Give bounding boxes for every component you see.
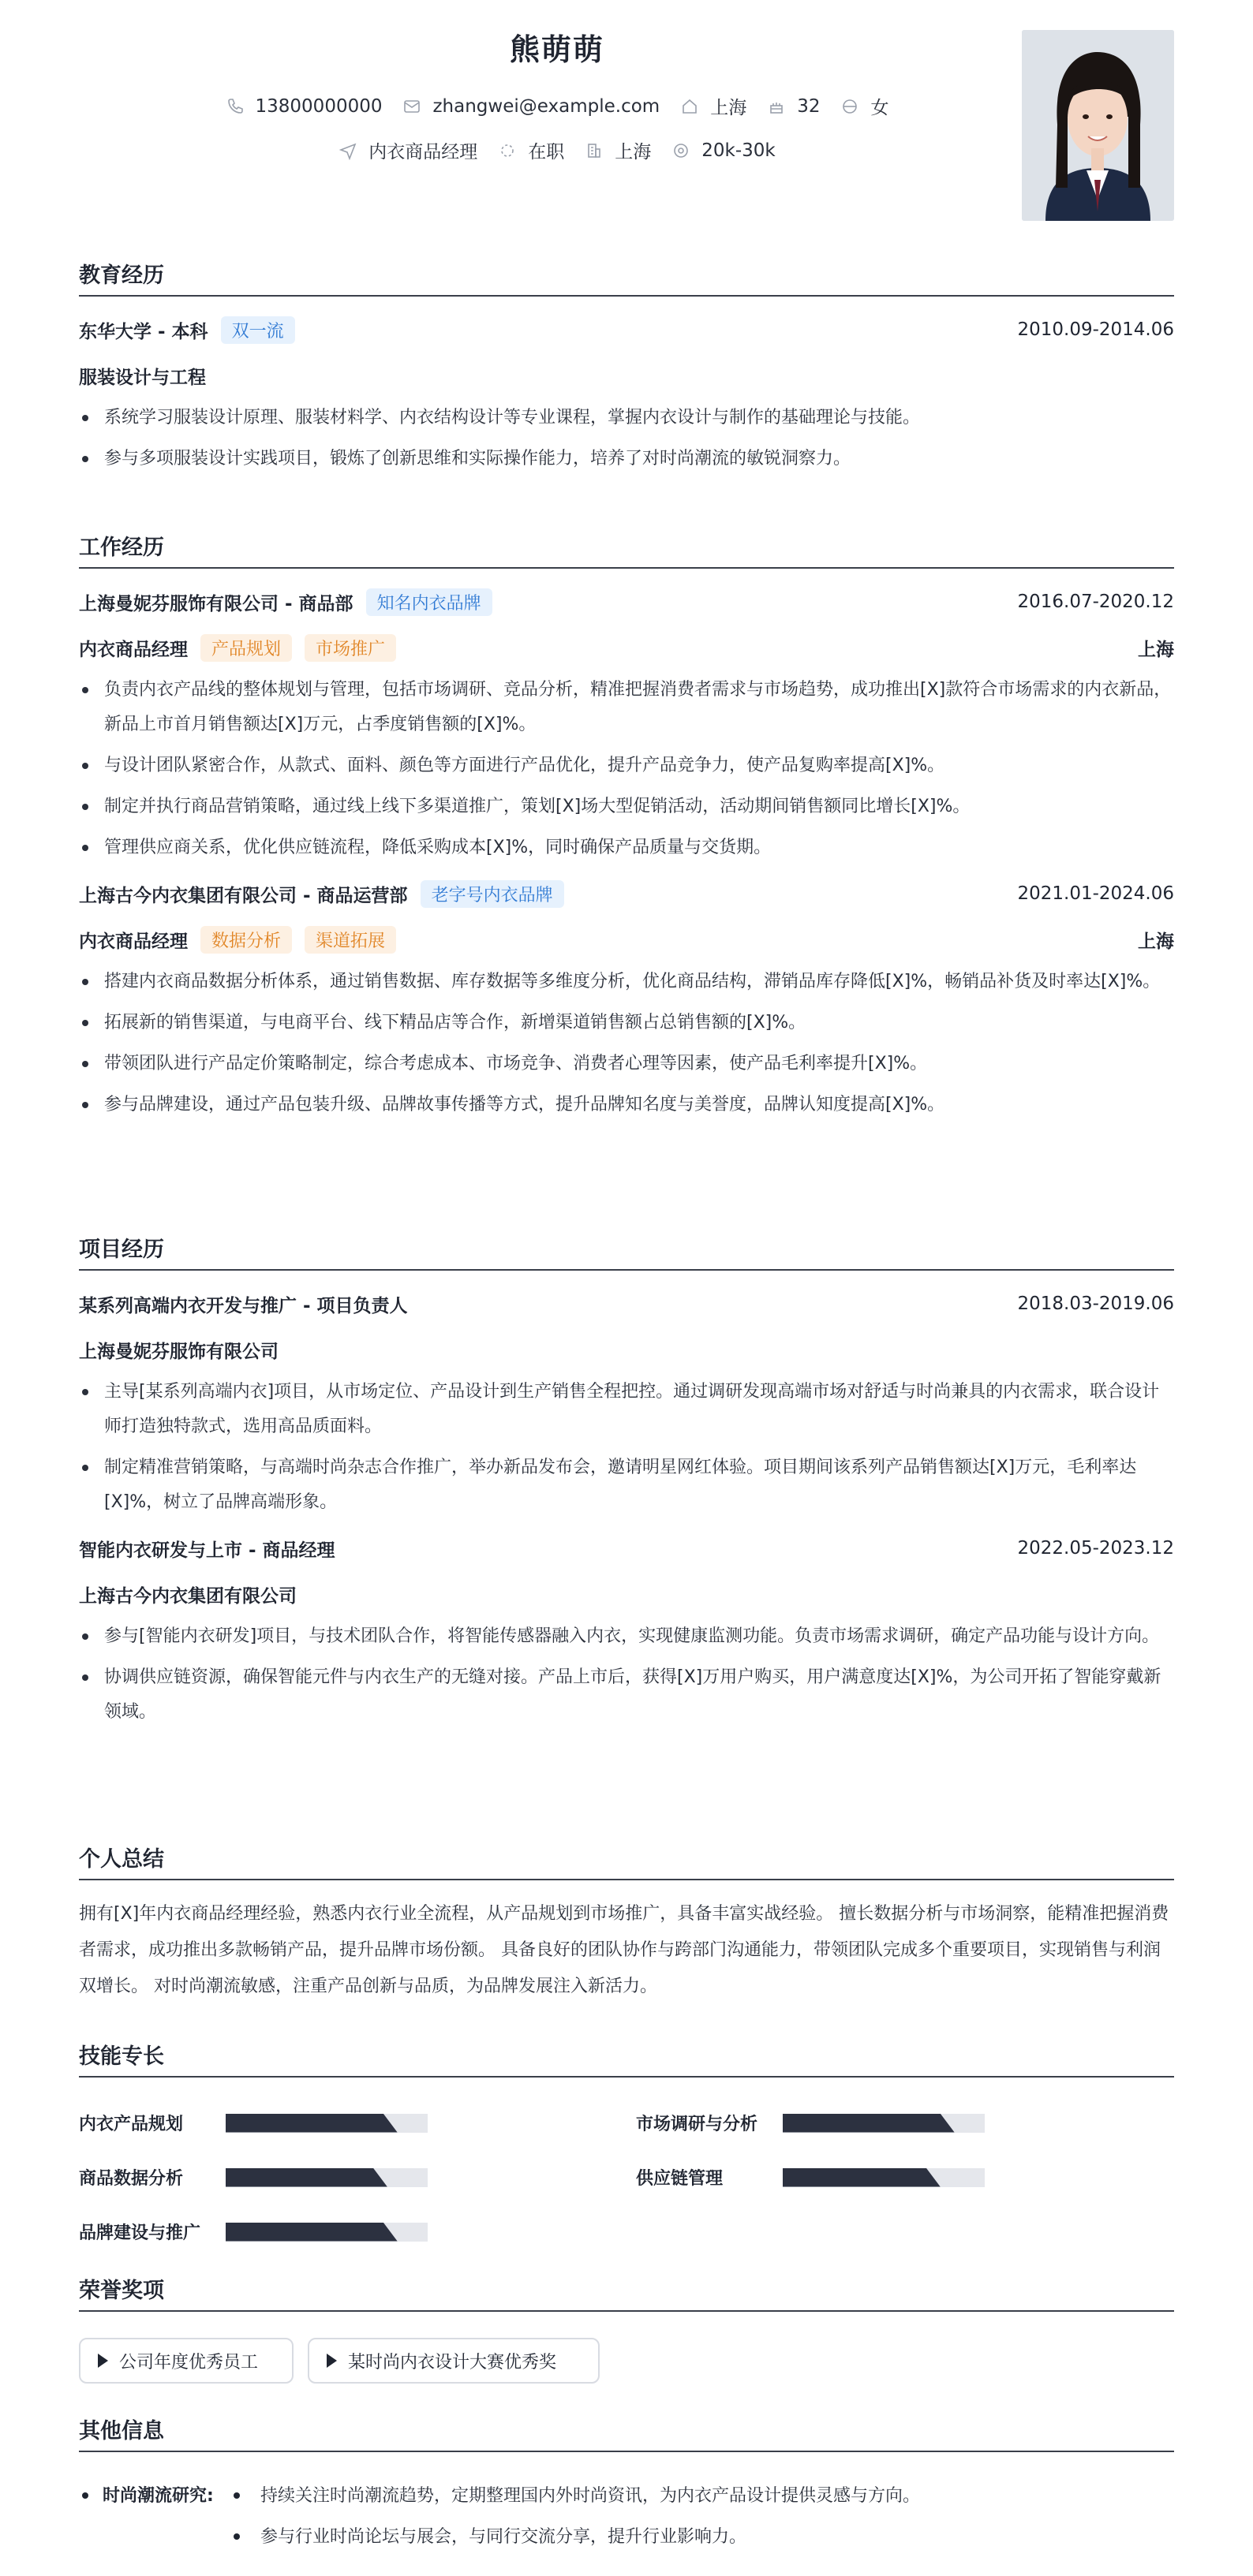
company-tag: 老字号内衣品牌 — [421, 880, 564, 908]
skills-section — [79, 2041, 1174, 2078]
list-item: 管理供应商关系，优化供应链流程，降低采购成本[X]%，同时确保产品质量与交货期。 — [79, 831, 1174, 865]
skill-bar — [783, 2114, 985, 2133]
list-item: 主导[某系列高端内衣]项目，从市场定位、产品设计到生产销售全程把控。通过调研发现高端市场对舒适与时尚兼具的内衣需求，联合设计师打造独特款式，选用高品质面料。 — [79, 1375, 1174, 1444]
company-name: 上海古今内衣集团有限公司 - 商品运营部 — [79, 885, 408, 906]
building-icon — [585, 141, 604, 160]
candidate-name: 熊萌萌 — [509, 32, 604, 67]
company-tag: 知名内衣品牌 — [366, 588, 492, 616]
job-header — [79, 584, 1174, 619]
phone-text: 13800000000 — [255, 95, 383, 117]
target-city-text: 上海 — [615, 142, 652, 162]
skill-name: 市场调研与分析 — [636, 2115, 758, 2134]
job-location: 上海 — [1138, 931, 1174, 952]
project-name: 智能内衣研发与上市 - 商品经理 — [79, 1540, 335, 1561]
bullet-dot — [82, 2492, 88, 2499]
skill-tag: 数据分析 — [200, 926, 292, 954]
school-name: 东华大学 - 本科 — [79, 321, 208, 342]
award-label: 公司年度优秀员工 — [119, 2352, 259, 2373]
email-text: zhangwei@example.com — [432, 95, 660, 117]
job-bullets — [79, 673, 1174, 865]
mail-icon — [402, 97, 421, 116]
project-date: 2022.05-2023.12 — [1017, 1538, 1174, 1559]
award-chip — [79, 2338, 294, 2384]
list-item: 参与[智能内衣研发]项目，与技术团队合作，将智能传感器融入内衣，实现健康监测功能。负责市场需求调研，确定产品功能与设计方向。 — [79, 1619, 1174, 1654]
job-intent-row — [79, 137, 1035, 163]
send-icon — [338, 141, 357, 160]
skill-item — [636, 2165, 985, 2190]
age-text: 32 — [797, 95, 821, 117]
section-title: 其他信息 — [79, 2416, 1174, 2452]
job-bullets — [79, 965, 1174, 1122]
list-item: 拓展新的销售渠道，与电商平台、线下精品店等合作，新增渠道销售额占总销售额的[X]%。 — [79, 1006, 1174, 1040]
education-bullets — [79, 401, 1174, 476]
project-entry — [79, 1531, 1174, 1730]
education-section — [79, 260, 1174, 483]
project-company-row — [79, 1332, 1174, 1367]
salary-item — [671, 140, 775, 161]
skill-bar — [226, 2168, 428, 2187]
list-item: 负责内衣产品线的整体规划与管理，包括市场调研、竞品分析，精准把握消费者需求与市场趋势，成功推出[X]款符合市场需求的内衣新品，新品上市首月销售额达[X]万元，占季度销售额的[X]%。 — [79, 673, 1174, 742]
skill-tag: 产品规划 — [200, 634, 292, 662]
other-section — [79, 2416, 1174, 2452]
project-header — [79, 1531, 1174, 1566]
skill-name: 商品数据分析 — [79, 2169, 184, 2189]
list-item: 参与品牌建设，通过产品包装升级、品牌故事传播等方式，提升品牌知名度与美誉度，品牌认知度提高[X]%。 — [79, 1088, 1174, 1122]
project-header — [79, 1286, 1174, 1321]
project-name: 某系列高端内衣开发与推广 - 项目负责人 — [79, 1295, 408, 1316]
list-item: 搭建内衣商品数据分析体系，通过销售数据、库存数据等多维度分析，优化商品结构，滞销品库存降低[X]%，畅销品补货及时率达[X]%。 — [79, 965, 1174, 999]
city-item — [680, 93, 746, 119]
skill-bar-fill — [783, 2168, 941, 2187]
skill-bar — [226, 2223, 428, 2242]
skill-bar — [783, 2168, 985, 2187]
project-bullets — [79, 1375, 1174, 1520]
position-text: 内衣商品经理 — [368, 142, 478, 162]
skill-tag: 市场推广 — [305, 634, 396, 662]
profile-photo — [1022, 30, 1174, 221]
home-icon — [680, 97, 699, 116]
award-chip — [308, 2338, 600, 2384]
list-item: 制定精准营销策略，与高端时尚杂志合作推广，举办新品发布会，邀请明星网红体验。项目期间该系列产品销售额达[X]万元，毛利率达[X]%，树立了品牌高端形象。 — [79, 1450, 1174, 1520]
job-role-row — [79, 630, 1174, 665]
job-header — [79, 876, 1174, 911]
company-name: 上海曼妮芬服饰有限公司 - 商品部 — [79, 593, 353, 614]
age-item — [767, 96, 820, 117]
play-icon — [327, 2354, 337, 2368]
list-item: 参与多项服装设计实践项目，锻炼了创新思维和实际操作能力，培养了对时尚潮流的敏锐洞察力。 — [79, 442, 1174, 476]
skill-name: 品牌建设与推广 — [79, 2223, 201, 2243]
education-major-row — [79, 358, 1174, 393]
skill-name: 供应链管理 — [636, 2169, 724, 2189]
job-date: 2016.07-2020.12 — [1017, 592, 1174, 612]
skill-bar-fill — [226, 2223, 398, 2242]
other-line: 参与行业时尚论坛与展会，与同行交流分享，提升行业影响力。 — [260, 2527, 747, 2547]
work-section — [79, 532, 1174, 1129]
project-company-row — [79, 1577, 1174, 1611]
list-item: 制定并执行商品营销策略，通过线上线下多渠道推广，策划[X]场大型促销活动，活动期间销售额同比增长[X]%。 — [79, 790, 1174, 824]
education-entry-header — [79, 312, 1174, 347]
job-role-row — [79, 922, 1174, 957]
section-title: 荣誉奖项 — [79, 2275, 1174, 2312]
section-title: 项目经历 — [79, 1234, 1174, 1271]
section-title: 个人总结 — [79, 1844, 1174, 1880]
summary-text: 拥有[X]年内衣商品经理经验，熟悉内衣行业全流程，从产品规划到市场推广，具备丰富实战经验。 擅长数据分析与市场洞察，能精准把握消费者需求，成功推出多款畅销产品，提升品牌市场份额。 具备良好的团队协作与跨部门沟通能力，带领团队完成多个重要项目，实现销售与利润双增长。 对时尚潮流敏感，注重产品创新与品质，为品牌发展注入新活力。 — [79, 1904, 1169, 1996]
skill-name: 内衣产品规划 — [79, 2115, 184, 2134]
list-item: 与设计团队紧密合作，从款式、面料、颜色等方面进行产品优化，提升产品竞争力，使产品复购率提高[X]%。 — [79, 749, 1174, 783]
skill-item — [636, 2111, 985, 2135]
other-line: 持续关注时尚潮流趋势，定期整理国内外时尚资讯，为内衣产品设计提供灵感与方向。 — [260, 2486, 921, 2506]
spinner-icon — [498, 141, 517, 160]
section-title: 技能专长 — [79, 2041, 1174, 2078]
play-icon — [98, 2354, 108, 2368]
major-name: 服装设计与工程 — [79, 367, 206, 388]
other-label: 时尚潮流研究: — [103, 2486, 214, 2506]
skill-bar-fill — [226, 2168, 387, 2187]
list-item: 协调供应链资源，确保智能元件与内衣生产的无缝对接。产品上市后，获得[X]万用户购买，用户满意度达[X]%，为公司开拓了智能穿戴新领域。 — [79, 1660, 1174, 1730]
job-role: 内衣商品经理 — [79, 931, 188, 952]
phone-icon — [226, 97, 245, 116]
projects-section — [79, 1234, 1174, 1736]
skill-bar — [226, 2114, 428, 2133]
summary-section — [79, 1844, 1174, 2005]
skill-bar-fill — [783, 2114, 955, 2133]
skill-item — [79, 2219, 428, 2244]
skill-item — [79, 2165, 428, 2190]
award-label: 某时尚内衣设计大赛优秀奖 — [348, 2352, 557, 2373]
bullet-dot — [234, 2492, 240, 2499]
salary-text: 20k-30k — [701, 140, 776, 161]
job-date: 2021.01-2024.06 — [1017, 883, 1174, 904]
awards-section — [79, 2275, 1174, 2312]
coin-icon — [671, 141, 690, 160]
target-city-item — [585, 137, 651, 163]
list-item: 带领团队进行产品定价策略制定，综合考虑成本、市场竞争、消费者心理等因素，使产品毛利率提升[X]%。 — [79, 1047, 1174, 1081]
section-title: 工作经历 — [79, 532, 1174, 569]
gender-text: 女 — [870, 98, 889, 118]
project-entry — [79, 1286, 1174, 1520]
gender-item — [840, 93, 888, 119]
job-role: 内衣商品经理 — [79, 639, 188, 660]
skill-bar-fill — [226, 2114, 398, 2133]
education-date: 2010.09-2014.06 — [1017, 319, 1174, 340]
position-item — [338, 137, 477, 163]
project-bullets — [79, 1619, 1174, 1730]
status-text: 在职 — [528, 142, 565, 162]
job-entry — [79, 876, 1174, 1122]
job-entry — [79, 584, 1174, 865]
project-company: 上海古今内衣集团有限公司 — [79, 1585, 297, 1607]
phone-item — [226, 96, 383, 117]
city-text: 上海 — [710, 98, 747, 118]
project-date: 2018.03-2019.06 — [1017, 1294, 1174, 1314]
school-tag: 双一流 — [221, 316, 295, 344]
section-title: 教育经历 — [79, 260, 1174, 297]
bullet-dot — [234, 2533, 240, 2540]
cake-icon — [767, 97, 786, 116]
job-location: 上海 — [1138, 639, 1174, 660]
skill-item — [79, 2111, 428, 2135]
status-item — [498, 137, 564, 163]
email-item — [402, 96, 660, 117]
contact-row — [79, 93, 1035, 119]
skill-tag: 渠道拓展 — [305, 926, 396, 954]
gender-icon — [840, 97, 859, 116]
project-company: 上海曼妮芬服饰有限公司 — [79, 1341, 279, 1362]
list-item: 系统学习服装设计原理、服装材料学、内衣结构设计等专业课程，掌握内衣设计与制作的基础理论与技能。 — [79, 401, 1174, 435]
